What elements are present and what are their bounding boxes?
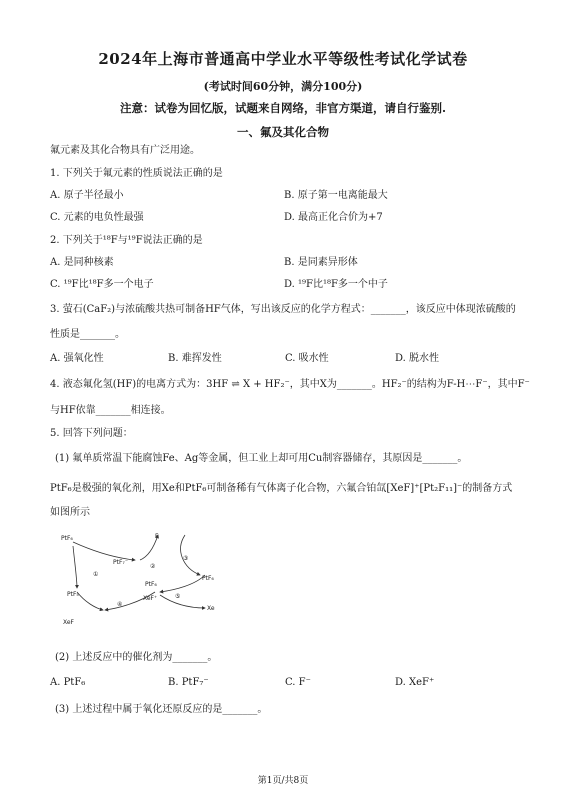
q5-part1: (1) 氟单质常温下能腐蚀Fe、Ag等金属，但工业上却可用Cu制容器储存，其原因是_______。 [55,453,468,464]
diagram-step-5: ⑤ [175,593,181,600]
q2-stem: 2. 下列关于¹⁸F与¹⁹F说法正确的是 [50,235,203,246]
diagram-label-xef-plus: XeF⁺ [143,595,158,602]
section-heading: 一、氟及其化合物 [237,125,329,139]
q3-option-b: B. 难挥发性 [168,353,222,364]
q3-line2: 性质是_______。 [50,329,125,340]
diagram-step-3: ③ [183,555,189,562]
diagram-step-1: ① [93,571,99,578]
exam-notice: 注意：试卷为回忆版，试题来自网络，非官方渠道，请自行鉴别. [119,101,446,115]
q2-option-b: B. 是同素异形体 [284,257,358,268]
exam-duration: (考试时间60分钟，满分100分) [203,80,363,93]
diagram-label-ptf7: PtF₇⁻ [113,559,128,566]
arrow-left [73,546,77,588]
q2-option-a: A. 是同种核素 [50,257,114,268]
arrow-step-1 [73,542,135,560]
q3-option-a: A. 强氧化性 [50,353,104,364]
q5-stem: 5. 回答下列问题： [50,428,133,439]
diagram-step-2: ② [150,563,156,570]
q5-part2: (2) 上述反应中的催化剂为_______。 [55,652,218,663]
diagram-label-ptf6-mid: PtF₆ [145,581,157,588]
q5-option-b: B. PtF₇⁻ [168,677,209,688]
q5-part3: (3) 上述过程中属于氧化还原反应的是_______。 [55,704,268,715]
diagram-label-ptf6-right: PtF₆ [202,575,214,582]
q5-description-line2: 如图所示 [50,507,90,518]
diagram-label-f: F [155,533,159,540]
diagram-label-ptf5: PtF₅ [67,591,79,598]
q4-line1: 4. 液态氟化氢(HF)的电离方式为：3HF ⇌ X + HF₂⁻，其中X为_______。HF₂⁻的结构为F-H⋯F⁻，其中F⁻ [50,379,530,390]
q2-option-c: C. ¹⁹F比¹⁸F多一个电子 [50,279,154,290]
q5-option-c: C. F⁻ [285,677,311,688]
q3-line1: 3. 萤石(CaF₂)与浓硫酸共热可制备HF气体，写出该反应的化学方程式：_______，该反应中体现浓硫酸的 [50,304,516,315]
q1-stem: 1. 下列关于氟元素的性质说法正确的是 [50,168,223,179]
q5-option-d: D. XeF⁺ [395,677,435,688]
arrow-step-4 [160,575,205,592]
arrow-xef [77,592,103,610]
diagram-label-ptf6: PtF₆ [61,535,73,542]
q2-option-d: D. ¹⁹F比¹⁸F多一个中子 [284,279,388,290]
arrow-xe [160,595,205,608]
diagram-label-xe: Xe [207,605,215,612]
diagram-step-4: ④ [117,601,123,608]
reaction-cycle-diagram [55,530,255,630]
q1-option-d: D. 最高正化合价为+7 [284,212,383,223]
q4-line2: 与HF依靠_______相连接。 [50,405,171,416]
page-footer: 第1页/共8页 [257,776,309,786]
q1-option-c: C. 元素的电负性最强 [50,212,144,223]
q5-description-line1: PtF₆是极强的氧化剂，用Xe和PtF₆可制备稀有气体离子化合物，六氟合铂氙[XeF]⁺[Pt₂F₁₁]⁻的制备方式 [50,483,513,494]
q1-option-b: B. 原子第一电离能最大 [284,190,388,201]
intro-text: 氟元素及其化合物具有广泛用途。 [50,145,200,156]
diagram-label-xef: XeF [63,619,74,626]
exam-title: 2024年上海市普通高中学业水平等级性考试化学试卷 [98,50,468,68]
q1-option-a: A. 原子半径最小 [50,190,124,201]
q3-option-c: C. 吸水性 [285,353,329,364]
q5-option-a: A. PtF₆ [50,677,86,688]
q3-option-d: D. 脱水性 [395,353,440,364]
